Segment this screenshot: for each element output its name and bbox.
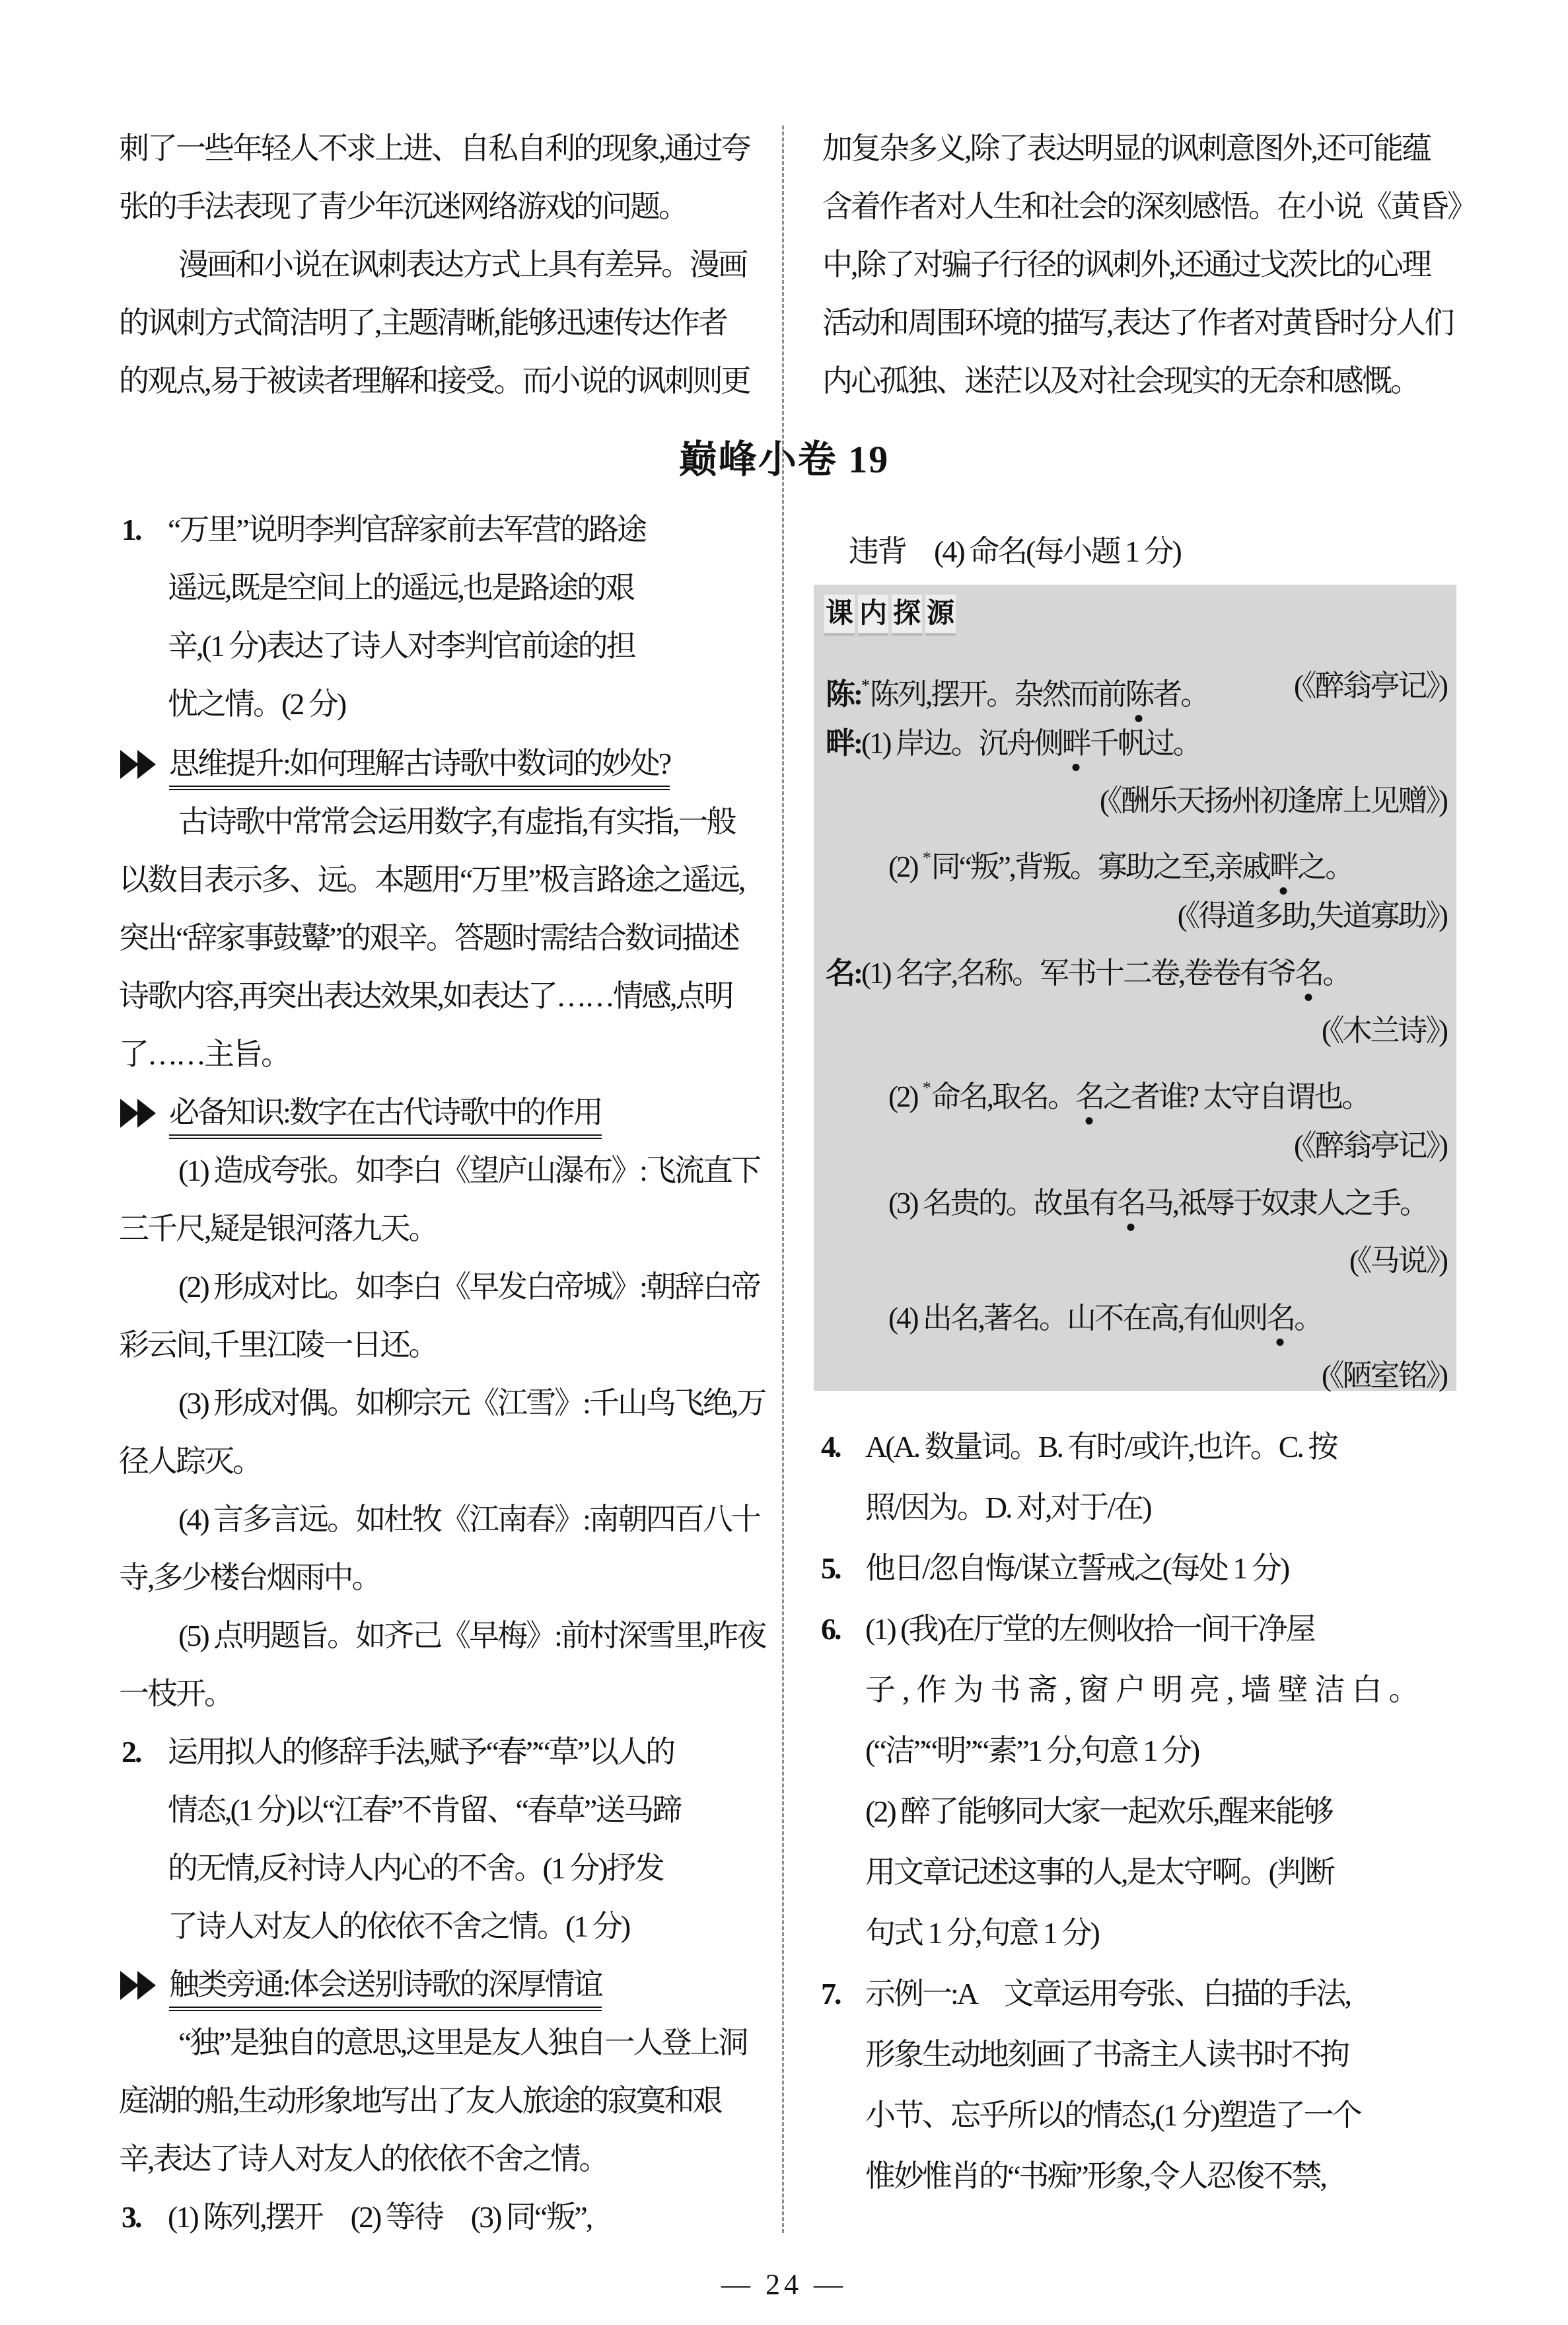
gloss-line: (3) 名贵的。故虽有名马,祗辱于奴隶人之手。 xyxy=(888,1183,1448,1223)
body-line: 古诗歌中常常会运用数字,有虚指,有实指,一般 xyxy=(178,805,735,838)
list-line: (5) 点明题旨。如齐己《早梅》:前村深雪里,昨夜 xyxy=(178,1619,766,1652)
section-header xyxy=(119,744,670,790)
body-line: 了……主旨。 xyxy=(119,1037,289,1071)
list-line: 径人踪灭。 xyxy=(119,1444,261,1478)
body-line: 以数目表示多、远。本题用“万里”极言路途之遥远, xyxy=(119,863,744,897)
source-title: (《陋室铭》) xyxy=(1322,1359,1446,1392)
body-line: 含着作者对人生和社会的深刻感悟。在小说《黄昏》 xyxy=(822,190,1476,223)
body-line: 刺了一些年轻人不求上进、自私自利的现象,通过夸 xyxy=(119,131,750,165)
source-title: (《得道多助,失道寡助》) xyxy=(1177,899,1446,932)
body-line: 诗歌内容,再突出表达效果,如表达了……情感,点明 xyxy=(119,979,732,1013)
answer-line: (2) 醉了能够同大家一起欢乐,醒来能够 xyxy=(865,1794,1332,1828)
list-line: 一枝开。 xyxy=(119,1677,232,1711)
page-number: — 24 — xyxy=(721,2268,847,2301)
answer-line: 违背 (4) 命名(每小题 1 分) xyxy=(849,535,1180,568)
body-line: 加复杂多义,除了表达明显的讽刺意图外,还可能蕴 xyxy=(822,131,1430,165)
list-line: 三千尺,疑是银河落九天。 xyxy=(119,1212,437,1245)
answer-number: 2. xyxy=(122,1735,141,1769)
label-char: 探 xyxy=(892,595,922,633)
answer-line: (1) 陈列,摆开 (2) 等待 (3) 同“叛”, xyxy=(168,2200,592,2234)
answer-line: 他日/忽自悔/谋立誓戒之(每处 1 分) xyxy=(865,1551,1289,1585)
answer-number: 1. xyxy=(122,513,141,546)
list-line: (2) 形成对比。如李白《早发白帝城》:朝辞白帝 xyxy=(178,1270,760,1304)
answer-line: 运用拟人的修辞手法,赋予“春”“草”以人的 xyxy=(168,1735,674,1769)
answer-number: 4. xyxy=(821,1430,840,1463)
gloss-line: 畔:(1) 岸边。沉舟侧畔千帆过。 xyxy=(826,723,1448,763)
body-line: 活动和周围环境的描写,表达了作者对黄昏时分人们 xyxy=(822,306,1453,340)
source-title: (《醉翁亭记》) xyxy=(1294,669,1446,702)
answer-line: 小节、忘乎所以的情态,(1 分)塑造了一个 xyxy=(865,2098,1361,2132)
page-title: 巅峰小卷 19 xyxy=(678,438,890,481)
body-line: 内心孤独、迷茫以及对社会现实的无奈和感慨。 xyxy=(822,364,1419,398)
answer-line: 了诗人对友人的依依不舍之情。(1 分) xyxy=(168,1909,629,1943)
fast-forward-icon xyxy=(119,1098,160,1128)
fast-forward-icon xyxy=(119,749,160,780)
section-header xyxy=(119,1965,602,2011)
answer-line: 子,作为书斋,窗户明亮,墙壁洁白。 xyxy=(865,1673,1426,1707)
gloss-line: 名:(1) 名字,名称。军书十二卷,卷卷有爷名。 xyxy=(826,953,1448,993)
answer-number: 7. xyxy=(821,1977,840,2011)
source-title: (《酬乐天扬州初逢席上见赠》) xyxy=(1100,784,1446,817)
body-line: 辛,表达了诗人对友人的依依不舍之情。 xyxy=(119,2142,608,2176)
gloss-line: (2) *同“叛”,背叛。寡助之至,亲戚畔之。 xyxy=(888,838,1448,887)
answer-line: 忧之情。(2 分) xyxy=(168,687,345,721)
gloss-line: 陈:*陈列,摆开。杂然而前陈者。 (《醉翁亭记》) xyxy=(826,666,1448,714)
answer-number: 3. xyxy=(122,2200,141,2234)
source-title: (《木兰诗》) xyxy=(1322,1014,1446,1047)
body-line: 张的手法表现了青少年沉迷网络游戏的问题。 xyxy=(119,190,687,223)
body-line: 的讽刺方式简洁明了,主题清晰,能够迅速传达作者 xyxy=(119,306,727,340)
body-line: 的观点,易于被读者理解和接受。而小说的讽刺则更 xyxy=(119,364,750,398)
answer-line: 示例一:A 文章运用夸张、白描的手法, xyxy=(865,1977,1350,2011)
list-line: (1) 造成夸张。如李白《望庐山瀑布》:飞流直下 xyxy=(178,1154,760,1187)
list-line: 寺,多少楼台烟雨中。 xyxy=(119,1561,380,1594)
answer-line: 惟妙惟肖的“书痴”形象,令人忍俊不禁, xyxy=(865,2159,1326,2193)
source-title: (《醉翁亭记》) xyxy=(1294,1129,1446,1162)
body-line: 漫画和小说在讽刺表达方式上具有差异。漫画 xyxy=(178,248,746,281)
answer-line: 照/因为。D. 对,对于/在) xyxy=(865,1491,1151,1524)
answer-line: 情态,(1 分)以“江春”不肯留、“春草”送马蹄 xyxy=(168,1793,681,1827)
section-header-label: 必备知识:数字在古代诗歌中的作用 xyxy=(169,1093,602,1139)
body-line: “独”是独自的意思,这里是友人独自一人登上洞 xyxy=(178,2026,747,2059)
answer-line: “万里”说明李判官辞家前去军营的路途 xyxy=(168,513,645,546)
gloss-line: (4) 出名,著名。山不在高,有仙则名。 xyxy=(888,1298,1448,1338)
answer-line: 的无情,反衬诗人内心的不舍。(1 分)抒发 xyxy=(168,1851,663,1885)
answer-line: A(A. 数量词。B. 有时/或许,也许。C. 按 xyxy=(865,1430,1337,1463)
answer-number: 5. xyxy=(821,1551,840,1585)
list-line: (4) 言多言远。如杜牧《江南春》:南朝四百八十 xyxy=(178,1502,760,1536)
label-char: 内 xyxy=(858,595,888,633)
body-line: 突出“辞家事鼓鼙”的艰辛。答题时需结合数词描述 xyxy=(119,921,738,955)
fast-forward-icon xyxy=(119,1970,160,2001)
section-header xyxy=(119,1093,602,1139)
answer-line: 辛,(1 分)表达了诗人对李判官前途的担 xyxy=(168,629,635,663)
answer-line: 遥远,既是空间上的遥远,也是路途的艰 xyxy=(168,571,633,605)
source-title: (《马说》) xyxy=(1349,1244,1446,1277)
source-box-label xyxy=(824,595,959,633)
gloss-line: (2) *命名,取名。名之者谁? 太守自谓也。 xyxy=(888,1068,1448,1117)
section-header-label: 触类旁通:体会送别诗歌的深厚情谊 xyxy=(169,1965,602,2011)
answer-line: 用文章记述这事的人,是太守啊。(判断 xyxy=(865,1855,1334,1889)
section-header-label: 思维提升:如何理解古诗歌中数词的妙处? xyxy=(169,744,670,790)
answer-number: 6. xyxy=(821,1612,840,1646)
label-char: 源 xyxy=(925,595,956,633)
answer-line: 形象生动地刻画了书斋主人读书时不拘 xyxy=(865,2038,1348,2071)
label-char: 课 xyxy=(824,595,855,633)
answer-line: (“洁”“明”“素”1 分,句意 1 分) xyxy=(865,1734,1199,1767)
answer-line: (1) (我)在厅堂的左侧收拾一间干净屋 xyxy=(865,1612,1314,1646)
answer-line: 句式 1 分,句意 1 分) xyxy=(865,1916,1098,1950)
list-line: 彩云间,千里江陵一日还。 xyxy=(119,1328,437,1362)
list-line: (3) 形成对偶。如柳宗元《江雪》:千山鸟飞绝,万 xyxy=(178,1386,766,1420)
body-line: 庭湖的船,生动形象地写出了友人旅途的寂寞和艰 xyxy=(119,2084,721,2118)
body-line: 中,除了对骗子行径的讽刺外,还通过戈茨比的心理 xyxy=(822,248,1430,281)
